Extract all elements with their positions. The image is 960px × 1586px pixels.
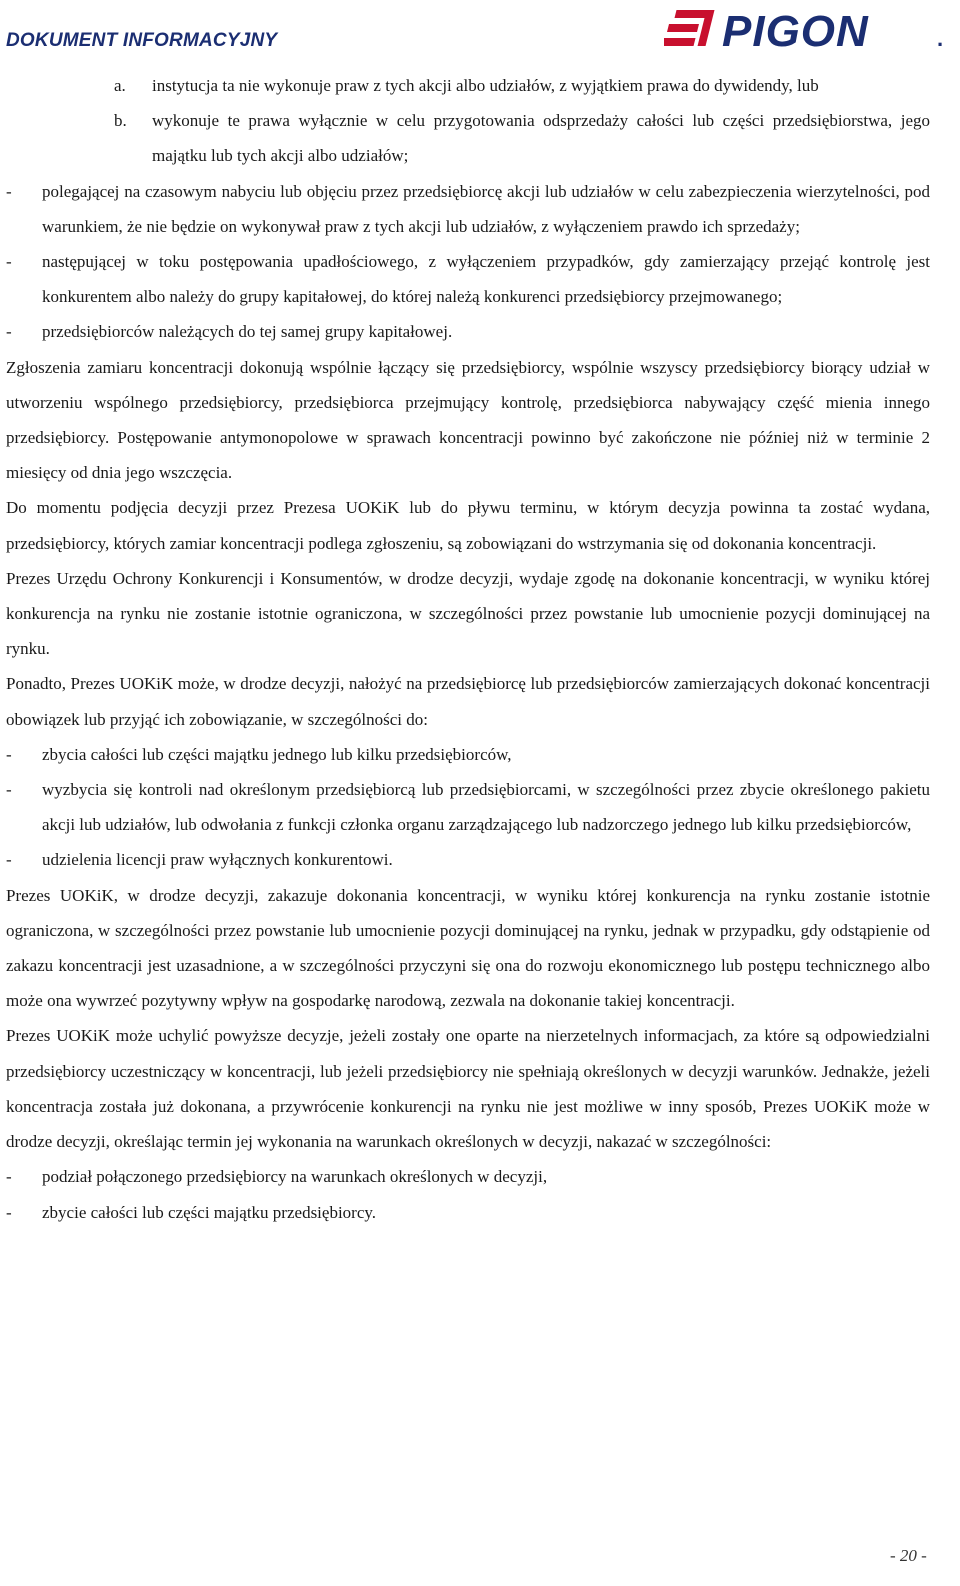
epigon-logo — [664, 4, 920, 52]
list-dash: - — [6, 1202, 12, 1222]
list-item-text: zbycie całości lub części majątku przedsiębiorcy. — [42, 1202, 377, 1222]
list-dash: - — [6, 252, 12, 272]
list-item — [6, 103, 930, 173]
paragraph: Prezes UOKiK może uchylić powyższe decyzje, jeżeli zostały one oparte na nierzetelnych informacjach, za które są odpowiedzialni przedsiębiorcy uczestniczący w koncentracji, lub jeżeli przedsiębiorcy nie spełniają określonych w decyzji warunków. Jednakże, jeżeli koncentracja została już dokonana, a przywrócenie konkurencji na rynku nie jest możliwe w inny sposób, Prezes UOKiK może w drodze decyzji, określając termin jej wykonania na warunkach określonych w decyzji, nakazać w szczególności: — [6, 1026, 930, 1152]
list-dash: - — [6, 744, 12, 764]
list-item-text: podział połączonego przedsiębiorcy na warunkach określonych w decyzji, — [42, 1167, 548, 1187]
list-item-text: zbycia całości lub części majątku jednego lub kilku przedsiębiorców, — [42, 744, 512, 764]
list-item — [6, 1159, 930, 1194]
list-item — [6, 174, 930, 244]
list-item — [6, 244, 930, 314]
list-item — [6, 314, 930, 349]
paragraph: Prezes UOKiK, w drodze decyzji, zakazuje dokonania koncentracji, w wyniku której konkurencja na rynku zostanie istotnie ograniczona, w szczególności przez powstanie lub umocnienie pozycji dominującej na rynku, jednak w przypadku, gdy odstąpienie od zakazu koncentracji jest uzasadnione, a w szczególności przyczyni się ona do rozwoju ekonomicznego lub postępu technicznego albo może ona wywrzeć pozytywny wpływ na gospodarkę narodową, zezwala na dokonanie takiej koncentracji. — [6, 885, 930, 1011]
logo-wordmark: PIGON — [722, 7, 869, 52]
list-dash: - — [6, 181, 12, 201]
list-item — [6, 737, 930, 772]
list-marker: b. — [114, 111, 127, 131]
list-marker: a. — [114, 76, 126, 95]
list-item — [6, 772, 930, 842]
paragraph: Prezes Urzędu Ochrony Konkurencji i Konsumentów, w drodze decyzji, wydaje zgodę na dokonanie koncentracji, w wyniku której konkurencja na rynku nie zostanie istotnie ograniczona, w szczególności przez powstanie lub umocnienie pozycji dominującej na rynku. — [6, 568, 930, 659]
list-dash: - — [6, 780, 12, 800]
list-dash: - — [6, 322, 12, 342]
page-number: - 20 - — [890, 1546, 927, 1565]
list-item-text: udzielenia licencji praw wyłącznych konkurentowi. — [42, 850, 393, 870]
list-item — [6, 842, 930, 877]
list-dash: - — [6, 850, 12, 870]
paragraph: Zgłoszenia zamiaru koncentracji dokonują wspólnie łączący się przedsiębiorcy, wspólnie wszyscy przedsiębiorcy biorący udział w utworzeniu wspólnego przedsiębiorcy, przedsiębiorca przejmujący kontrolę, przedsiębiorca nabywający część mienia innego przedsiębiorcy. Postępowanie antymonopolowe w sprawach koncentracji powinno być zakończone nie później niż w terminie 2 miesięcy od dnia jego wszczęcia. — [6, 357, 930, 483]
list-item-text: następującej w toku postępowania upadłościowego, z wyłączeniem przypadków, gdy zamierzający przejąć kontrolę jest konkurentem albo należy do grupy kapitałowej, do której należą konkurenci przedsiębiorcy przejmowanego; — [42, 252, 930, 307]
list-item-text: wyzbycia się kontroli nad określonym przedsiębiorcą lub przedsiębiorcami, w szczególności przez zbycie określonego pakietu akcji lub udziałów, lub odwołania z funkcji członka organu zarządzającego lub nadzorczego jednego lub kilku przedsiębiorców, — [42, 780, 930, 835]
list-item — [6, 68, 930, 103]
list-dash: - — [6, 1167, 12, 1187]
alpha-list — [6, 68, 930, 174]
dash-list-3 — [6, 1159, 930, 1229]
dash-list-1 — [6, 174, 930, 350]
list-item-text: przedsiębiorców należących do tej samej grupy kapitałowej. — [42, 322, 453, 342]
paragraph: Do momentu podjęcia decyzji przez Prezesa UOKiK lub do pływu terminu, w którym decyzja powinna ta zostać wydana, przedsiębiorcy, których zamiar koncentracji podlega zgłoszeniu, są zobowiązani do wstrzymania się od dokonania koncentracji. — [6, 498, 930, 553]
dash-list-2 — [6, 737, 930, 878]
paragraph: Ponadto, Prezes UOKiK może, w drodze decyzji, nałożyć na przedsiębiorcę lub przedsiębiorców zamierzających dokonać koncentracji obowiązek lub przyjąć ich zobowiązanie, w szczególności do: — [6, 674, 930, 729]
list-item — [6, 1195, 930, 1230]
list-item-text: polegającej na czasowym nabyciu lub objęciu przez przedsiębiorcę akcji lub udziałów w celu zabezpieczenia wierzytelności, pod warunkiem, że nie będzie on wykonywał praw z tych akcji lub udziałów, z wyłączeniem prawdo ich sprzedaży; — [42, 181, 930, 236]
list-item-text: wykonuje te prawa wyłącznie w celu przygotowania odsprzedaży całości lub części przedsiębiorstwa, jego majątku lub tych akcji albo udziałów; — [152, 111, 930, 166]
logo-e-mark — [664, 10, 715, 46]
logo-dot: . — [937, 26, 944, 51]
list-item-text: instytucja ta nie wykonuje praw z tych akcji albo udziałów, z wyjątkiem prawa do dywidendy, lub — [152, 76, 819, 95]
document-label: DOKUMENT INFORMACYJNY — [6, 30, 278, 51]
document-body — [6, 68, 930, 1230]
